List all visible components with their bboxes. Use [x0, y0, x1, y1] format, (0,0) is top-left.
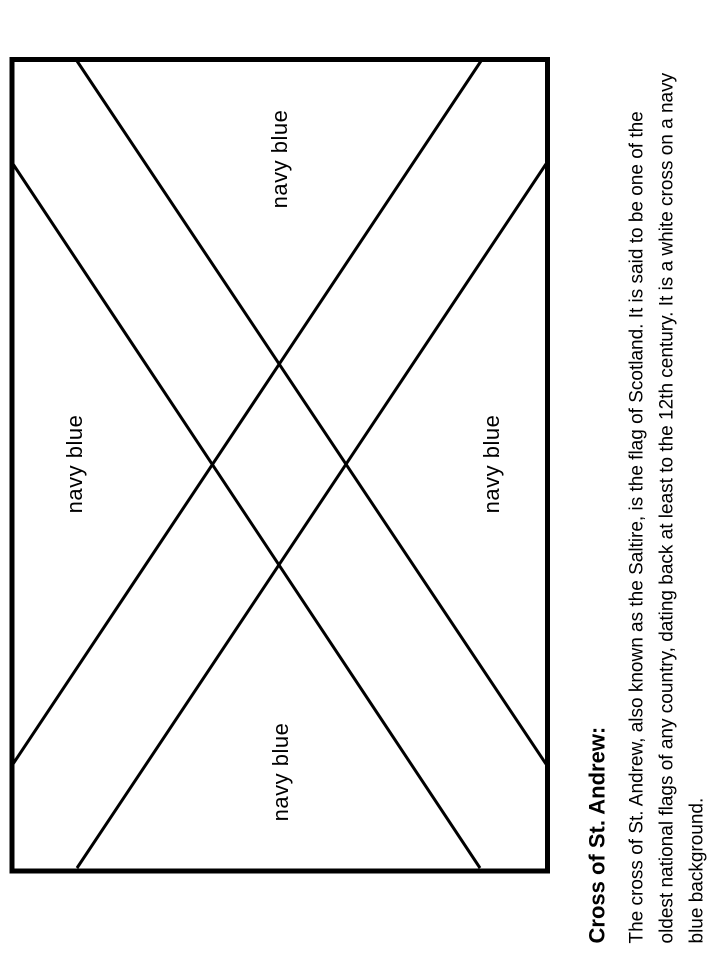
region-label-right: navy blue	[479, 414, 504, 514]
caption-line-2: oldest national flags of any country, dating back at least to the 12th century. It is a white cross on a navy	[656, 72, 678, 944]
saltire-edge-tl-br-upper	[77, 61, 546, 764]
caption-line-1: The cross of St. Andrew, also known as the Saltire, is the flag of Scotland. It is said to be one of the	[626, 111, 648, 944]
caption-line-3: blue background.	[686, 797, 708, 944]
region-label-top: navy blue	[267, 109, 292, 209]
region-label-bottom: navy blue	[268, 722, 293, 822]
saltire-edge-tr-bl-lower	[77, 164, 546, 868]
caption-title: Cross of St. Andrew:	[584, 726, 610, 944]
region-label-left: navy blue	[62, 414, 87, 514]
caption	[579, 29, 713, 944]
